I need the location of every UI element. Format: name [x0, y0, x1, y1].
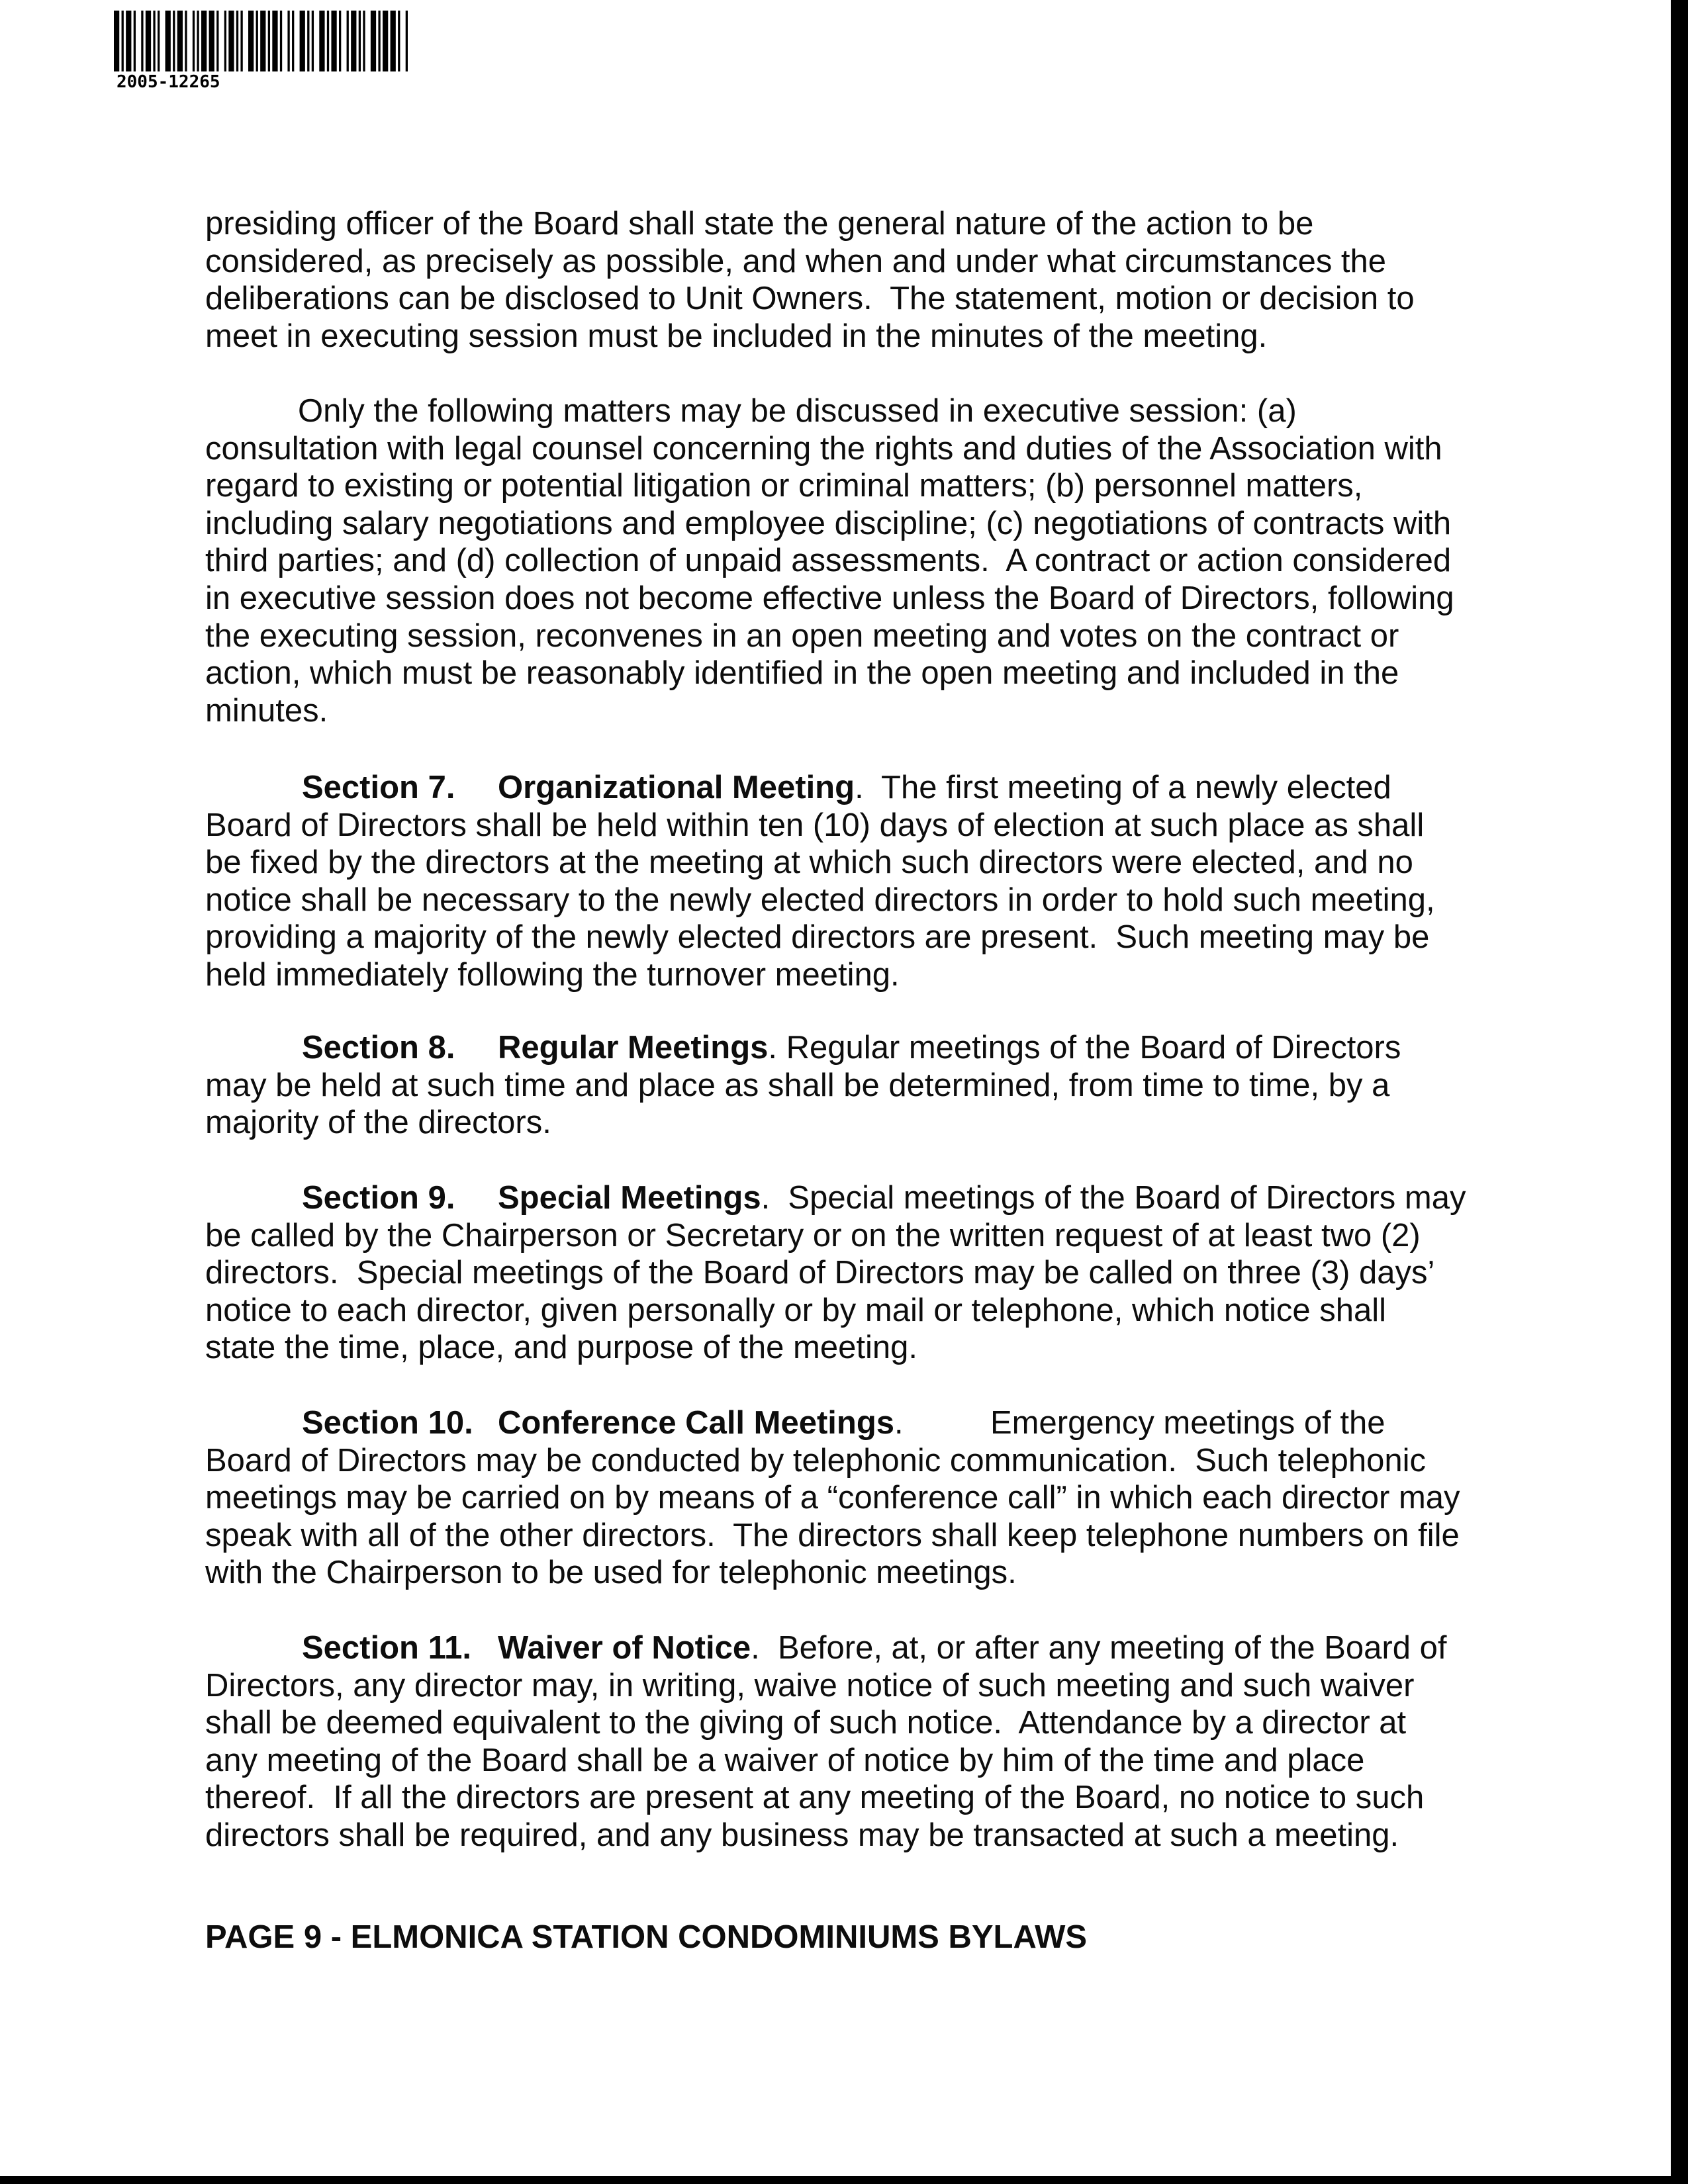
paragraph-line: minutes.	[205, 692, 328, 729]
barcode-bar	[256, 11, 258, 71]
barcode-bar	[351, 11, 356, 71]
paragraph-line: in executive session does not become effective unless the Board of Directors, following	[205, 580, 1454, 616]
barcode-bar	[406, 11, 408, 71]
barcode-bar	[347, 11, 349, 71]
section-title: Regular Meetings	[498, 1030, 769, 1066]
section-text: . Special meetings of the Board of Directors may	[761, 1180, 1466, 1216]
section-line: Board of Directors may be conducted by telephonic communication. Such telephonic	[205, 1442, 1426, 1479]
section-title: Special Meetings	[498, 1180, 761, 1216]
barcode-bar	[371, 11, 376, 71]
barcode-bar	[216, 11, 218, 71]
section-number: Section 11.	[302, 1630, 472, 1666]
barcode-bar	[398, 11, 400, 71]
barcode-bar	[236, 11, 238, 71]
section-line: Board of Directors shall be held within ten (10) days of election at such place as shall	[205, 807, 1425, 843]
section-line: speak with all of the other directors. The directors shall keep telephone numbers on file	[205, 1517, 1460, 1553]
section-line: thereof. If all the directors are present at any meeting of the Board, no notice to such	[205, 1780, 1425, 1816]
barcode-bar	[327, 11, 329, 71]
section-title: Organizational Meeting	[498, 770, 855, 805]
section-line: providing a majority of the newly elected directors are present. Such meeting may be	[205, 919, 1430, 956]
barcode-bar	[177, 11, 183, 71]
section-heading	[498, 1029, 1401, 1067]
section-8-regular-meetings	[205, 1029, 1648, 1142]
barcode-bar	[165, 11, 171, 71]
paragraph-line: regard to existing or potential litigation or criminal matters; (b) personnel matters,	[205, 468, 1363, 504]
barcode-bar	[272, 11, 277, 71]
section-text: . Before, at, or after any meeting of the Board of	[751, 1630, 1447, 1666]
section-line: with the Chairperson to be used for telephonic meetings.	[205, 1555, 1017, 1591]
section-line: directors shall be required, and any business may be transacted at such a meeting.	[205, 1817, 1399, 1853]
paragraph-line: consultation with legal counsel concerning the rights and duties of the Association with	[205, 430, 1442, 467]
intro-paragraph	[205, 205, 1648, 355]
barcode-bar	[240, 11, 242, 71]
paragraph-line: presiding officer of the Board shall state the general nature of the action to be	[205, 206, 1314, 242]
barcode-bar	[185, 11, 187, 71]
barcode-number: 2005-12265	[117, 72, 220, 92]
section-line: directors. Special meetings of the Board of Directors may be called on three (3) days’	[205, 1255, 1435, 1291]
barcode-bar	[363, 11, 365, 71]
barcode-bar	[339, 11, 341, 71]
paragraph-line: action, which must be reasonably identified in the open meeting and included in the	[205, 655, 1399, 692]
paragraph-line: Only the following matters may be discussed in executive session: (a)	[298, 393, 1297, 429]
barcode-bar	[201, 11, 207, 71]
paragraph-line: meet in executing session must be included in the minutes of the meeting.	[205, 318, 1268, 354]
barcode-bar	[141, 11, 143, 71]
section-line: be fixed by the directors at the meeting at which such directors were elected, and no	[205, 844, 1413, 881]
barcode-bar	[209, 11, 214, 71]
section-first-line	[205, 1629, 1648, 1667]
section-text: .	[894, 1405, 904, 1441]
section-number: Section 7.	[302, 770, 455, 805]
section-text: . The first meeting of a newly elected	[855, 770, 1391, 805]
section-line: meetings may be carried on by means of a “conference call” in which each director may	[205, 1480, 1460, 1516]
scan-border-right	[1671, 0, 1688, 2184]
section-first-line	[205, 769, 1648, 807]
page-footer	[205, 1919, 1648, 1956]
barcode-bar	[300, 11, 305, 71]
barcode-bar	[248, 11, 254, 71]
barcode-bar	[268, 11, 270, 71]
barcode-bar	[193, 11, 195, 71]
barcode-bar	[224, 11, 226, 71]
barcode-bar	[378, 11, 380, 71]
section-heading	[498, 769, 1391, 807]
section-heading	[498, 1404, 904, 1442]
barcode-bar	[197, 11, 199, 71]
section-heading	[498, 1179, 1466, 1217]
section-11-waiver-of-notice	[205, 1629, 1648, 1854]
section-first-line	[205, 1179, 1648, 1217]
barcode-bar	[280, 11, 282, 71]
section-10-conference-call-meetings	[205, 1404, 1648, 1592]
section-7-organizational-meeting	[205, 769, 1648, 994]
barcode-bar	[287, 11, 289, 71]
barcode-bar	[383, 11, 388, 71]
paragraph-line: third parties; and (d) collection of unpaid assessments. A contract or action considered	[205, 543, 1452, 579]
barcode-bar	[391, 11, 396, 71]
section-line: shall be deemed equivalent to the giving of such notice. Attendance by a director at	[205, 1705, 1407, 1741]
barcode-bar	[307, 11, 309, 71]
section-first-line	[205, 1029, 1648, 1067]
barcode-bar	[319, 11, 324, 71]
executive-session-paragraph	[205, 392, 1648, 729]
section-line: notice shall be necessary to the newly elected directors in order to hold such meeting,	[205, 882, 1435, 918]
section-number: Section 9.	[302, 1180, 455, 1216]
paragraph-line: including salary negotiations and employee discipline; (c) negotiations of contracts with	[205, 505, 1452, 541]
section-text-tail: Emergency meetings of the	[990, 1405, 1385, 1441]
barcode-bar	[173, 11, 175, 71]
section-line: Directors, any director may, in writing, waive notice of such meeting and such waiver	[205, 1667, 1415, 1704]
section-text: . Regular meetings of the Board of Directors	[768, 1030, 1401, 1066]
barcode-bar	[146, 11, 151, 71]
barcode-bar	[114, 11, 119, 71]
scan-border-bottom	[0, 2176, 1688, 2184]
section-heading	[498, 1629, 1446, 1667]
footer-text: PAGE 9 - ELMONICA STATION CONDOMINIUMS BYLAWS	[205, 1919, 1088, 1955]
section-first-line	[205, 1404, 1648, 1442]
section-line: majority of the directors.	[205, 1105, 551, 1141]
section-title: Waiver of Notice	[498, 1630, 751, 1666]
barcode-bar	[359, 11, 361, 71]
barcode-bar	[122, 11, 124, 71]
section-line: any meeting of the Board shall be a waiver of notice by him of the time and place	[205, 1742, 1365, 1778]
section-line: be called by the Chairperson or Secretary or on the written request of at least two (2)	[205, 1217, 1421, 1253]
barcode-bar	[331, 11, 336, 71]
barcode-bar	[228, 11, 234, 71]
section-number: Section 10.	[302, 1405, 473, 1441]
barcode-bar	[312, 11, 314, 71]
barcode-bar	[158, 11, 160, 71]
barcode-bar	[134, 11, 136, 71]
section-title: Conference Call Meetings	[498, 1405, 895, 1441]
section-line: state the time, place, and purpose of the meeting.	[205, 1330, 917, 1366]
paragraph-line: deliberations can be disclosed to Unit Owners. The statement, motion or decision to	[205, 281, 1415, 317]
paragraph-line: the executing session, reconvenes in an open meeting and votes on the contract or	[205, 617, 1399, 654]
barcode-bar	[260, 11, 265, 71]
section-number: Section 8.	[302, 1030, 455, 1066]
section-line: held immediately following the turnover meeting.	[205, 956, 900, 993]
barcode-bar	[292, 11, 294, 71]
barcode-bar	[126, 11, 131, 71]
section-9-special-meetings	[205, 1179, 1648, 1367]
paragraph-line: considered, as precisely as possible, and when and under what circumstances the	[205, 243, 1387, 279]
barcode-bar	[153, 11, 155, 71]
section-line: may be held at such time and place as shall be determined, from time to time, by a	[205, 1067, 1390, 1103]
section-line: notice to each director, given personally or by mail or telephone, which notice shall	[205, 1292, 1387, 1328]
barcode	[114, 11, 408, 71]
